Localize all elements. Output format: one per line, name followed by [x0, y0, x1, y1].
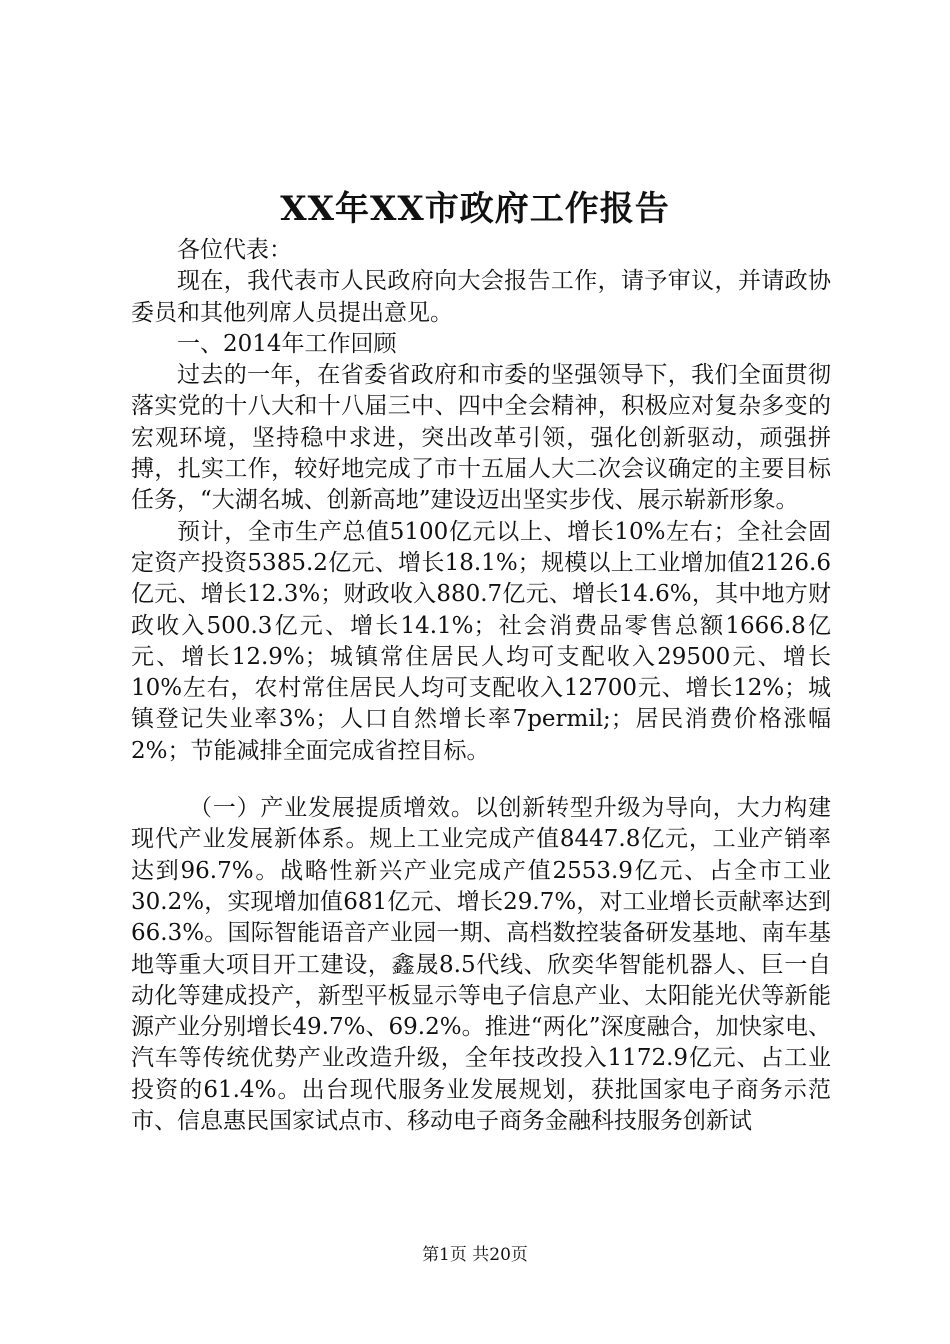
document-title: XX年XX市政府工作报告 — [280, 189, 670, 229]
section-heading: 一、2014年工作回顾 — [177, 330, 397, 357]
body-paragraph: 预计，全市生产总值5100亿元以上、增长10%左右；全社会固定资产投资5385.2亿元、增长18.1%；规模以上工业增加值2126.6亿元、增长12.3%；财政收入880.7亿元、增长14.6%，其中地方财政收入500.3亿元、增长14.1%；社会消费品零售总额1666.8亿元、增长12.9%；城镇常住居民人均可支配收入29500元、增长10%左右，农村常住居民人均可支配收入12700元、增长12%；城镇登记失业率3%；人口自然增长率7permil;；居民消费价格涨幅2%；节能减排全面完成省控目标。 — [131, 518, 831, 764]
salutation: 各位代表： — [177, 237, 292, 263]
body-paragraph: （一）产业发展提质增效。以创新转型升级为导向，大力构建现代产业发展新体系。规上工业完成产值8447.8亿元，工业产销率达到96.7%。战略性新兴产业完成产值2553.9亿元、占全市工业30.2%，实现增加值681亿元、增长29.7%，对工业增长贡献率达到66.3%。国际智能语音产业园一期、高档数控装备研发基地、南车基地等重大项目开工建设，鑫晟8.5代线、欣奕华智能机器人、巨一自动化等建成投产，新型平板显示等电子信息产业、太阳能光伏等新能源产业分别增长49.7%、69.2%。推进“两化”深度融合，加快家电、汽车等传统优势产业改造升级，全年技改投入1172.9亿元、占工业投资的61.4%。出台现代服务业发展规划，获批国家电子商务示范市、信息惠民国家试点市、移动电子商务金融科技服务创新试 — [131, 795, 831, 1135]
document-body — [131, 235, 831, 1137]
body-paragraph: 过去的一年，在省委省政府和市委的坚强领导下，我们全面贯彻落实党的十八大和十八届三中、四中全会精神，积极应对复杂多变的宏观环境，坚持稳中求进，突出改革引领，强化创新驱动，顽强拼搏，扎实工作，较好地完成了市十五届人大二次会议确定的主要目标任务，“大湖名城、创新高地”建设迈出坚实步伐、展示崭新形象。 — [131, 362, 831, 514]
body-paragraph: 现在，我代表市人民政府向大会报告工作，请予审议，并请政协委员和其他列席人员提出意见。 — [131, 268, 831, 326]
page-number-footer: 第1页 共20页 — [422, 1245, 528, 1265]
